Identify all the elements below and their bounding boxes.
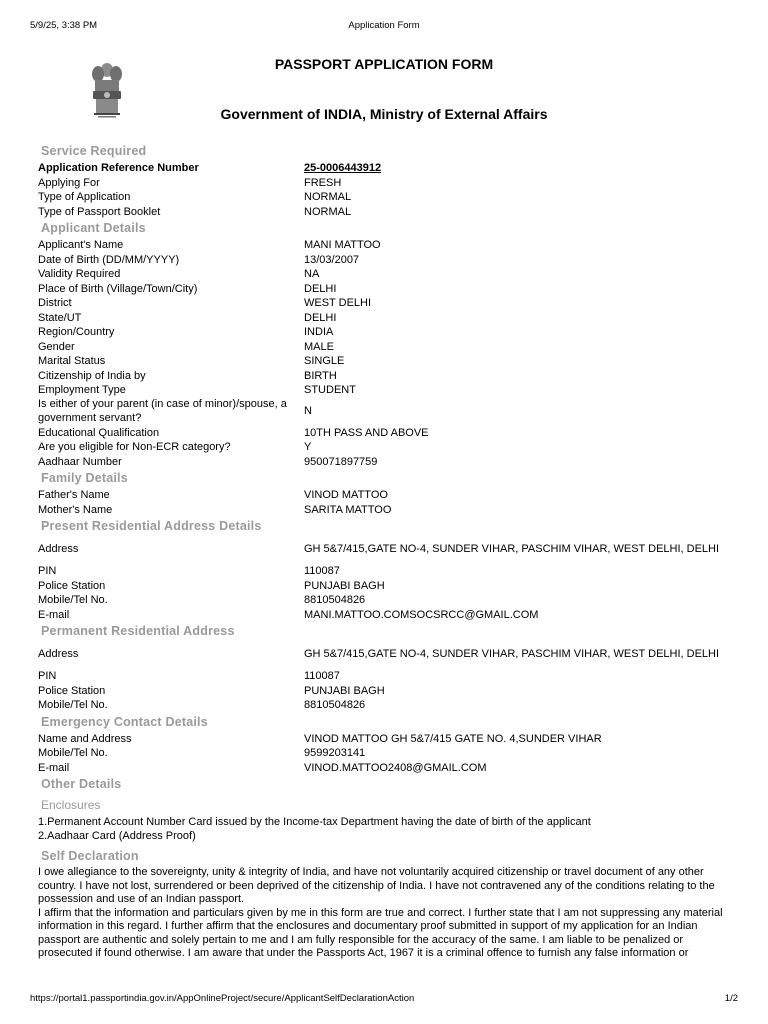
section-heading-present-address: Present Residential Address Details [41, 519, 262, 533]
field-value: Y [304, 441, 312, 453]
field-row [38, 641, 738, 669]
page-url: https://portal1.passportindia.gov.in/AppOnlineProject/secure/ApplicantSelfDeclarationAction [30, 993, 415, 1004]
field-value: BIRTH [304, 369, 337, 382]
field-row [38, 579, 738, 594]
field-row [38, 190, 738, 205]
reference-number: 25-0006443912 [304, 162, 382, 174]
field-label: Type of Application [38, 191, 131, 203]
field-value: 8810504826 [304, 594, 366, 606]
field-label: Mother's Name [38, 503, 113, 516]
field-value: WEST DELHI [304, 297, 372, 309]
enclosure-item: 1.Permanent Account Number Card issued by the Income-tax Department having the date of birth of the applicant [38, 816, 591, 828]
field-label: Validity Required [38, 268, 121, 280]
field-label: Name and Address [38, 732, 132, 745]
field-row [38, 503, 738, 518]
field-label: Place of Birth (Village/Town/City) [38, 282, 198, 295]
field-label: Employment Type [38, 384, 126, 396]
section-heading-applicant: Applicant Details [41, 221, 146, 235]
field-label: Father's Name [38, 489, 110, 501]
field-row [38, 311, 738, 326]
print-datetime: 5/9/25, 3:38 PM [30, 20, 98, 31]
field-value: SARITA MATTOO [304, 503, 392, 516]
field-value: N [304, 404, 312, 417]
field-row [38, 488, 738, 503]
field-label: Is either of your parent (in case of minor)/spouse, a government servant? [38, 398, 287, 424]
field-value: PUNJABI BAGH [304, 579, 385, 592]
field-row [38, 564, 738, 579]
field-row [38, 426, 738, 441]
field-value: VINOD MATTOO GH 5&7/415 GATE NO. 4,SUNDER VIHAR [304, 732, 602, 745]
field-label: Type of Passport Booklet [38, 205, 161, 218]
field-value: MALE [304, 340, 334, 353]
field-value: VINOD.MATTOO2408@GMAIL.COM [304, 761, 487, 774]
field-row [38, 238, 738, 253]
field-row [38, 267, 738, 282]
field-row [38, 536, 738, 564]
field-row [38, 340, 738, 355]
field-value: VINOD MATTOO [304, 489, 388, 501]
field-row [38, 761, 738, 776]
field-label: Address [38, 648, 79, 661]
field-value: NA [304, 268, 320, 280]
field-row [38, 354, 738, 369]
field-label: Are you eligible for Non-ECR category? [38, 441, 231, 453]
form-content [38, 142, 738, 961]
print-title: Application Form [348, 20, 420, 31]
field-value: STUDENT [304, 384, 356, 396]
field-row [38, 282, 738, 297]
print-header [30, 20, 738, 34]
field-label: PIN [38, 670, 57, 682]
field-label: Mobile/Tel No. [38, 594, 108, 606]
field-row [38, 161, 738, 176]
field-value: FRESH [304, 176, 342, 189]
declaration-paragraph: I owe allegiance to the sovereignty, unity & integrity of India, and have not voluntarily acquired citizenship or travel document of any other country. I have not lost, surrendered or been deprived of the citizenship of India. I have not contravened any of the conditions relating to the possession and use of an Indian passport. [38, 866, 715, 905]
field-value: MANI MATTOO [304, 239, 381, 251]
field-value: NORMAL [304, 205, 352, 218]
section-heading-service: Service Required [41, 144, 147, 158]
field-label: Police Station [38, 579, 106, 592]
field-label: E-mail [38, 761, 70, 774]
field-row [38, 205, 738, 220]
field-label: Police Station [38, 684, 106, 697]
field-row [38, 684, 738, 699]
field-value: NORMAL [304, 191, 352, 203]
field-label: Applying For [38, 176, 100, 189]
field-label: Educational Qualification [38, 426, 160, 439]
section-heading-permanent-address: Permanent Residential Address [41, 624, 235, 638]
field-value: 10TH PASS AND ABOVE [304, 426, 429, 439]
field-label: Region/Country [38, 326, 115, 338]
field-value: INDIA [304, 326, 334, 338]
field-label: Address [38, 543, 79, 556]
field-row [38, 253, 738, 268]
field-label: District [38, 297, 72, 309]
enclosure-item: 2.Aadhaar Card (Address Proof) [38, 829, 196, 842]
field-label: State/UT [38, 311, 82, 324]
field-label: E-mail [38, 608, 70, 621]
field-row [38, 296, 738, 311]
field-value: 8810504826 [304, 699, 366, 711]
field-label: Marital Status [38, 355, 106, 367]
field-value: PUNJABI BAGH [304, 684, 385, 697]
field-label: Applicant's Name [38, 239, 124, 251]
field-label: Gender [38, 340, 75, 353]
field-value: 9599203141 [304, 747, 366, 759]
section-heading-declaration: Self Declaration [41, 849, 139, 863]
field-value: 110087 [304, 565, 340, 577]
section-heading-family: Family Details [41, 471, 128, 485]
field-label: Date of Birth (DD/MM/YYYY) [38, 253, 180, 266]
field-row [38, 593, 738, 608]
declaration-paragraph: I affirm that the information and particulars given by me in this form are true and correct. I further state that I am not suppressing any material information in this regard. I further affirm that the enclosures and documentary proof submitted in support of my application for an Indian passport are authentic and solely pertain to me and I am fully responsible for the accuracy of the same. I am liable to be penalized or prosecuted if found otherwise. I am aware that under the Passports Act, 1967 it is a criminal offence to furnish any false information or [38, 906, 723, 959]
field-row [38, 398, 738, 426]
field-row [38, 383, 738, 398]
field-row [38, 176, 738, 191]
field-row [38, 608, 738, 623]
field-label: PIN [38, 565, 57, 577]
field-value: MANI.MATTOO.COMSOCSRCC@GMAIL.COM [304, 608, 539, 621]
field-value: 110087 [304, 670, 340, 682]
field-value: DELHI [304, 311, 337, 324]
field-label: Application Reference Number [38, 162, 199, 174]
field-row [38, 440, 738, 455]
field-row [38, 698, 738, 713]
page-number: 1/2 [724, 993, 738, 1004]
field-value: SINGLE [304, 355, 345, 367]
field-row [38, 455, 738, 470]
field-value: 950071897759 [304, 455, 378, 468]
field-value: DELHI [304, 282, 337, 295]
field-row [38, 746, 738, 761]
field-value: GH 5&7/415,GATE NO-4, SUNDER VIHAR, PASCHIM VIHAR, WEST DELHI, DELHI [304, 543, 720, 556]
field-value: 13/03/2007 [304, 253, 360, 266]
field-row [38, 732, 738, 747]
section-heading-other: Other Details [41, 777, 122, 791]
field-label: Mobile/Tel No. [38, 747, 108, 759]
form-title: PASSPORT APPLICATION FORM [274, 56, 494, 72]
enclosures-heading: Enclosures [41, 798, 101, 812]
field-label: Mobile/Tel No. [38, 699, 108, 711]
field-label: Aadhaar Number [38, 455, 122, 468]
field-row [38, 669, 738, 684]
form-subtitle: Government of INDIA, Ministry of External Affairs [220, 106, 548, 122]
field-value: GH 5&7/415,GATE NO-4, SUNDER VIHAR, PASCHIM VIHAR, WEST DELHI, DELHI [304, 648, 720, 661]
field-row [38, 369, 738, 384]
field-label: Citizenship of India by [38, 369, 146, 382]
field-row [38, 325, 738, 340]
section-heading-emergency: Emergency Contact Details [41, 714, 208, 729]
